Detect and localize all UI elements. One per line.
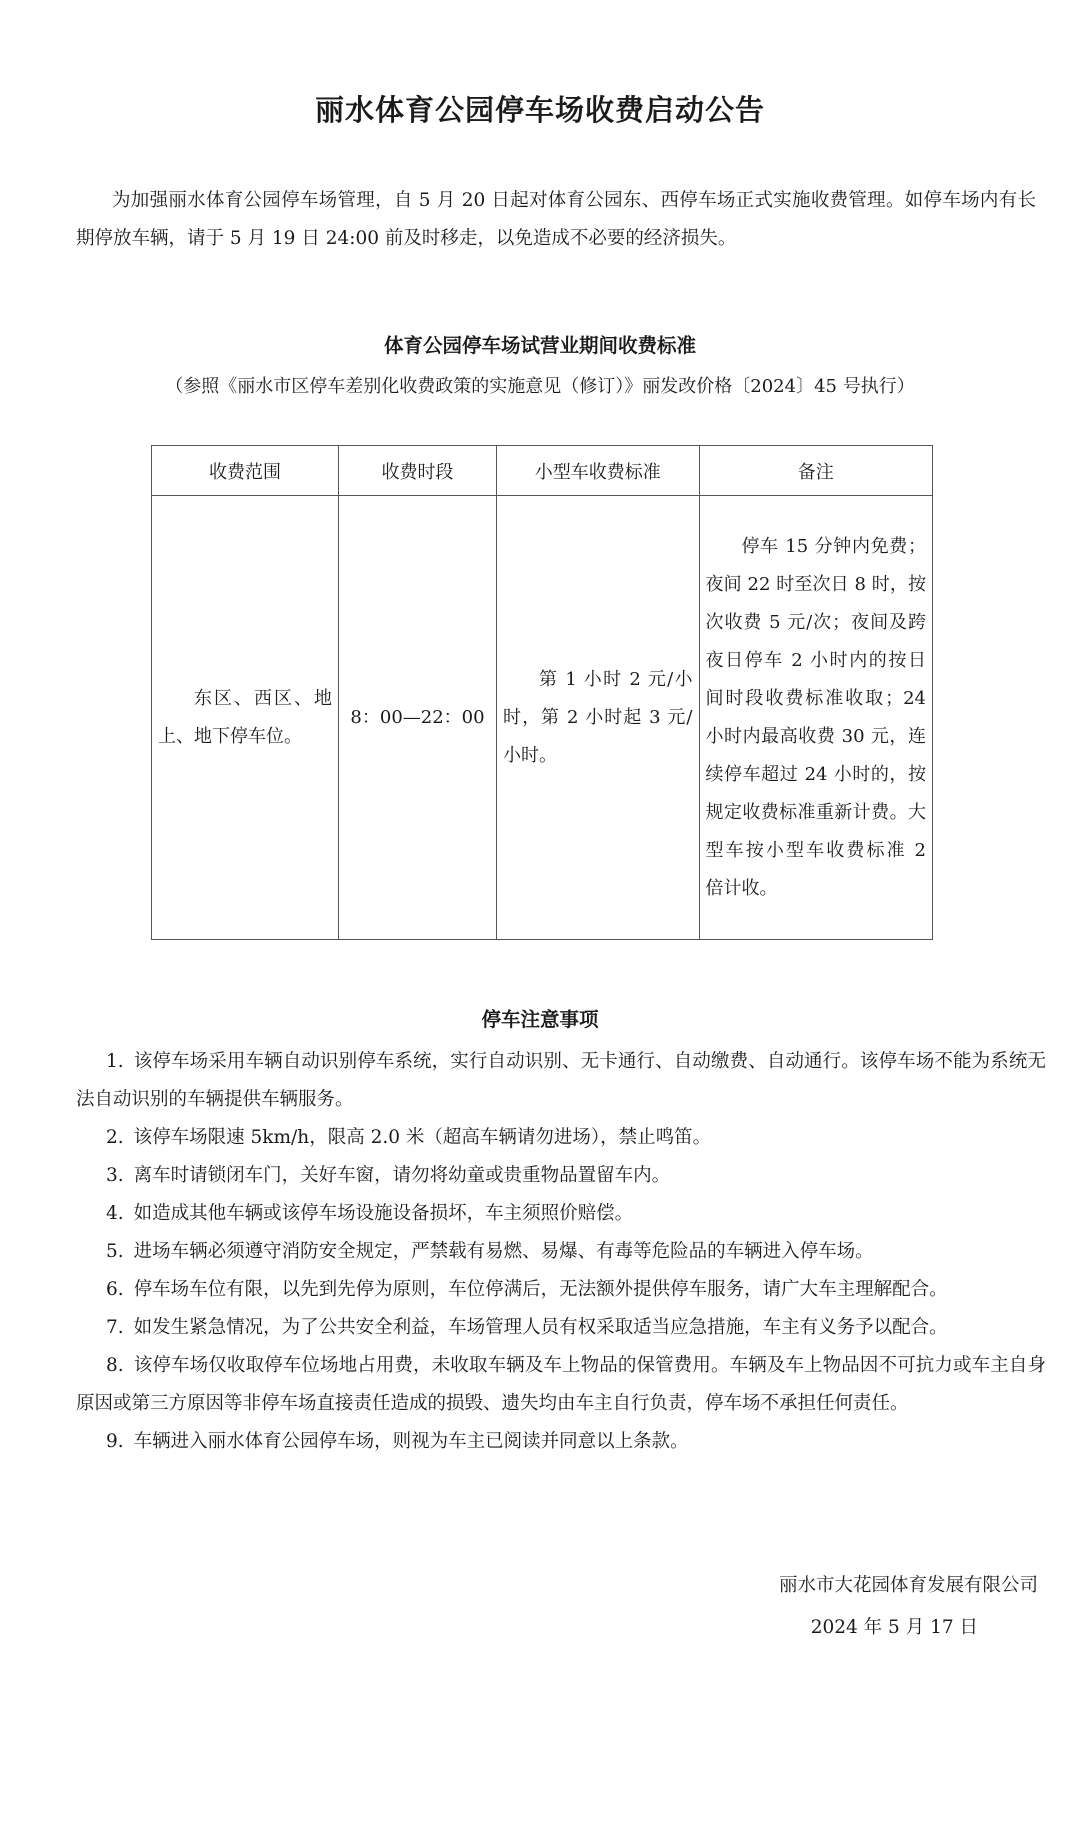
cell-scope: 东区、西区、地上、地下停车位。 — [152, 496, 339, 940]
list-item — [76, 1119, 1046, 1157]
list-item — [76, 1195, 1046, 1233]
note-number: 4. — [106, 1203, 124, 1224]
note-number: 2. — [106, 1127, 124, 1148]
fee-table-row — [152, 496, 933, 940]
note-text: 如造成其他车辆或该停车场设施设备损坏，车主须照价赔偿。 — [133, 1203, 634, 1224]
notes-title: 停车注意事项 — [481, 1008, 599, 1031]
note-text: 该停车场采用车辆自动识别停车系统，实行自动识别、无卡通行、自动缴费、自动通行。该停车场不能为系统无法自动识别的车辆提供车辆服务。 — [76, 1051, 1046, 1110]
list-item — [76, 1423, 1046, 1461]
note-text: 车辆进入丽水体育公园停车场，则视为车主已阅读并同意以上条款。 — [133, 1431, 689, 1452]
signature-date: 2024 年 5 月 17 日 — [810, 1617, 978, 1638]
list-item — [76, 1347, 1046, 1423]
note-number: 8. — [106, 1355, 124, 1376]
signature-organization: 丽水市大花园体育发展有限公司 — [778, 1575, 1038, 1596]
list-item — [76, 1309, 1046, 1347]
header-note: 备注 — [699, 446, 933, 496]
note-number: 1. — [106, 1051, 124, 1072]
note-number: 6. — [106, 1279, 124, 1300]
fee-standard-title: 体育公园停车场试营业期间收费标准 — [383, 334, 696, 357]
note-text: 该停车场限速 5km/h，限高 2.0 米（超高车辆请勿进场），禁止鸣笛。 — [133, 1127, 712, 1148]
list-item — [76, 1043, 1046, 1119]
note-number: 3. — [106, 1165, 124, 1186]
list-item — [76, 1157, 1046, 1195]
list-item — [76, 1271, 1046, 1309]
header-time: 收费时段 — [338, 446, 496, 496]
note-text: 停车场车位有限，以先到先停为原则，车位停满后，无法额外提供停车服务，请广大车主理解配合。 — [133, 1279, 948, 1300]
note-text: 进场车辆必须遵守消防安全规定，严禁载有易燃、易爆、有毒等危险品的车辆进入停车场。 — [133, 1241, 874, 1262]
list-item — [76, 1233, 1046, 1271]
fee-standard-reference: （参照《丽水市区停车差别化收费政策的实施意见（修订）》丽发改价格〔2024〕45 号执行） — [165, 376, 915, 397]
document-title: 丽水体育公园停车场收费启动公告 — [314, 93, 765, 127]
fee-table-header-row — [152, 446, 933, 496]
header-standard: 小型车收费标准 — [497, 446, 699, 496]
note-text: 该停车场仅收取停车位场地占用费，未收取车辆及车上物品的保管费用。车辆及车上物品因不可抗力或车主自身原因或第三方原因等非停车场直接责任造成的损毁、遗失均由车主自行负责，停车场不承担任何责任。 — [76, 1355, 1046, 1414]
cell-time: 8：00—22：00 — [338, 496, 496, 940]
cell-standard: 第 1 小时 2 元/小时，第 2 小时起 3 元/小时。 — [497, 496, 699, 940]
cell-note: 停车 15 分钟内免费；夜间 22 时至次日 8 时，按次收费 5 元/次；夜间及跨夜日停车 2 小时内的按日间时段收费标准收取；24 小时内最高收费 30 元，连续停车超过 24 小时的，按规定收费标准重新计费。大型车按小型车收费标准 2 倍计收。 — [699, 496, 933, 940]
note-text: 如发生紧急情况，为了公共安全利益，车场管理人员有权采取适当应急措施，车主有义务予以配合。 — [133, 1317, 948, 1338]
header-scope: 收费范围 — [152, 446, 339, 496]
fee-table — [151, 445, 933, 940]
intro-paragraph: 为加强丽水体育公园停车场管理，自 5 月 20 日起对体育公园东、西停车场正式实施收费管理。如停车场内有长期停放车辆，请于 5 月 19 日 24:00 前及时移走，以免造成不必要的经济损失。 — [76, 190, 1036, 249]
note-text: 离车时请锁闭车门，关好车窗，请勿将幼童或贵重物品置留车内。 — [133, 1165, 671, 1186]
note-number: 7. — [106, 1317, 124, 1338]
notes-list — [76, 1043, 1046, 1461]
note-number: 5. — [106, 1241, 124, 1262]
note-number: 9. — [106, 1431, 124, 1452]
